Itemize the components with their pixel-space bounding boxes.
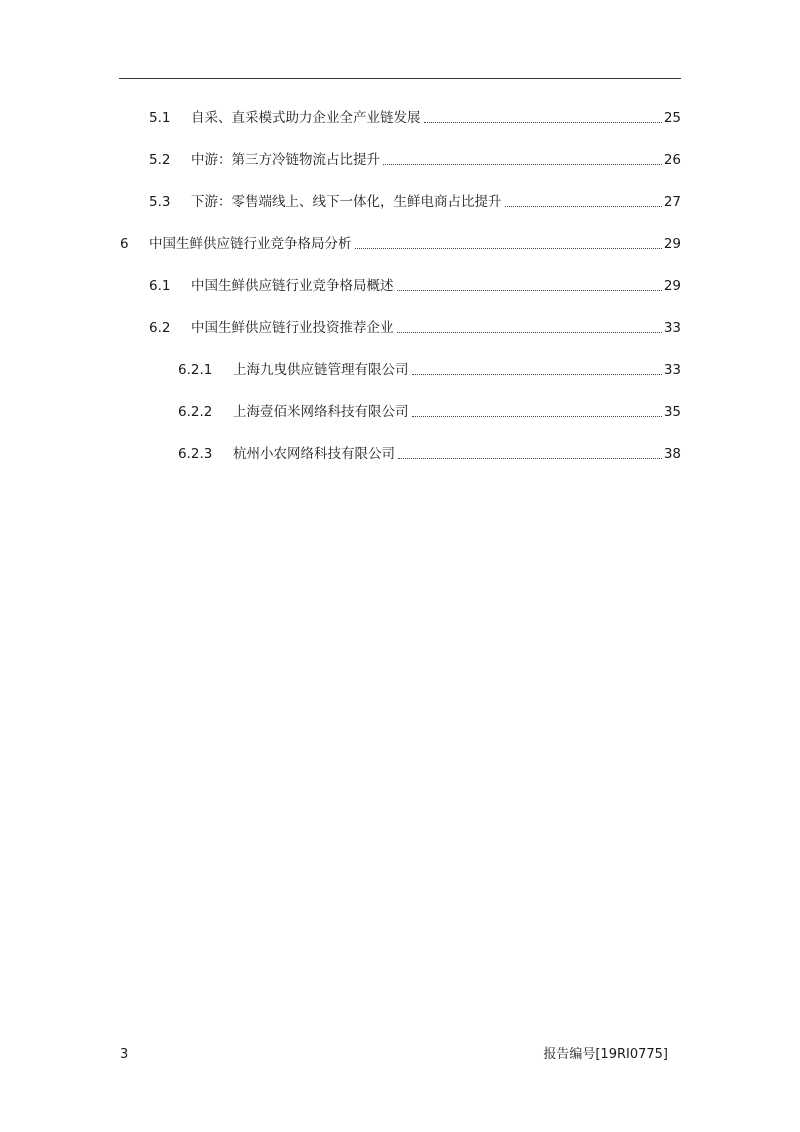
- header-rule: [119, 78, 681, 79]
- toc-entry-title: 中游：第三方冷链物流占比提升: [191, 152, 380, 168]
- toc-entry-number: 6.1: [149, 278, 171, 294]
- toc-entry-page: 29: [663, 236, 681, 252]
- toc-entry-page: 38: [663, 446, 681, 462]
- toc-entry-5-1[interactable]: [149, 108, 681, 128]
- toc-leader-dots: [424, 122, 662, 123]
- toc-entry-number: 5.1: [149, 110, 171, 126]
- toc-entry-title: 上海九曳供应链管理有限公司: [233, 362, 409, 378]
- toc-entry-page: 27: [663, 194, 681, 210]
- toc-entry-6-2[interactable]: [149, 318, 681, 338]
- toc-entry-page: 33: [663, 362, 681, 378]
- toc-entry-title: 中国生鲜供应链行业竞争格局分析: [149, 236, 352, 252]
- toc-entry-6[interactable]: [120, 234, 681, 254]
- toc-leader-dots: [505, 206, 662, 207]
- toc-entry-number: 6.2.1: [178, 362, 213, 378]
- toc-entry-5-2[interactable]: [149, 150, 681, 170]
- toc-entry-number: 5.2: [149, 152, 171, 168]
- toc-entry-6-2-3[interactable]: [178, 444, 681, 464]
- toc-entry-page: 35: [663, 404, 681, 420]
- toc-entry-6-1[interactable]: [149, 276, 681, 296]
- toc-leader-dots: [412, 374, 662, 375]
- toc-leader-dots: [398, 458, 662, 459]
- footer-page-number: 3: [120, 1047, 129, 1062]
- toc-entry-title: 中国生鲜供应链行业投资推荐企业: [191, 320, 394, 336]
- toc-entry-title: 中国生鲜供应链行业竞争格局概述: [191, 278, 394, 294]
- toc-entry-title: 自采、直采模式助力企业全产业链发展: [191, 110, 421, 126]
- toc-leader-dots: [412, 416, 662, 417]
- toc-entry-number: 5.3: [149, 194, 171, 210]
- toc-entry-title: 杭州小农网络科技有限公司: [233, 446, 395, 462]
- toc-entry-6-2-2[interactable]: [178, 402, 681, 422]
- toc-entry-title: 上海壹佰米网络科技有限公司: [233, 404, 409, 420]
- toc-entry-page: 26: [663, 152, 681, 168]
- footer-report-code: 报告编号[19RI0775]: [543, 1047, 668, 1062]
- toc-entry-number: 6.2: [149, 320, 171, 336]
- toc-entry-number: 6.2.3: [178, 446, 213, 462]
- toc-entry-page: 29: [663, 278, 681, 294]
- toc-entry-page: 25: [663, 110, 681, 126]
- toc-entry-title: 下游：零售端线上、线下一体化，生鲜电商占比提升: [191, 194, 502, 210]
- toc-leader-dots: [355, 248, 662, 249]
- toc-entry-5-3[interactable]: [149, 192, 681, 212]
- toc-entry-number: 6.2.2: [178, 404, 213, 420]
- toc-leader-dots: [397, 332, 662, 333]
- toc-leader-dots: [397, 290, 662, 291]
- toc-entry-6-2-1[interactable]: [178, 360, 681, 380]
- toc-entry-page: 33: [663, 320, 681, 336]
- toc-leader-dots: [383, 164, 662, 165]
- toc-entry-number: 6: [120, 236, 129, 252]
